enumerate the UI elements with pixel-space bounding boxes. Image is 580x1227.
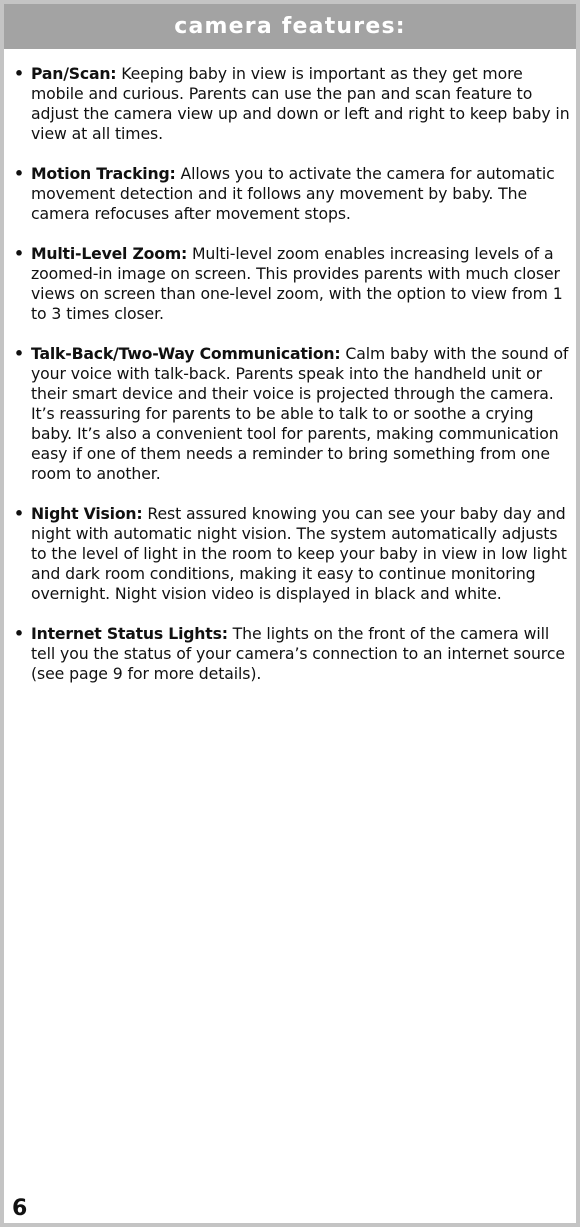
feature-item-night-vision	[8, 504, 570, 604]
feature-description: Calm baby with the sound of your voice with talk-back. Parents speak into the handheld unit or their smart device and their voice is projected through the camera. It’s reassuring for parents to be able to talk to or soothe a crying baby. It’s also a convenient tool for parents, making communication easy if one of them needs a reminder to bring something from one room to another.	[31, 344, 569, 483]
feature-description: Keeping baby in view is important as they get more mobile and curious. Parents can use the pan and scan feature to adjust the camera view up and down or left and right to keep baby in view at all times.	[31, 64, 570, 143]
feature-item-internet-status-lights	[8, 624, 570, 684]
feature-name: Multi-Level Zoom:	[31, 244, 188, 263]
feature-description: Multi-level zoom enables increasing levels of a zoomed-in image on screen. This provides parents with much closer views on screen than one-level zoom, with the option to view from 1 to 3 times closer.	[31, 244, 563, 323]
feature-item-pan-scan	[8, 64, 570, 144]
bullet-icon: •	[14, 504, 24, 523]
bullet-icon: •	[14, 244, 24, 263]
feature-name: Talk-Back/Two-Way Communication:	[31, 344, 341, 363]
feature-name: Internet Status Lights:	[31, 624, 228, 643]
feature-description: Allows you to activate the camera for automatic movement detection and it follows any movement by baby. The camera refocuses after movement stops.	[31, 164, 555, 223]
feature-description: Rest assured knowing you can see your baby day and night with automatic night vision. The system automatically adjusts to the level of light in the room to keep your baby in view in low light and dark room conditions, making it easy to continue monitoring overnight. Night vision video is displayed in black and white.	[31, 504, 567, 603]
feature-list	[8, 64, 570, 704]
section-title: camera features:	[174, 14, 406, 39]
feature-item-motion-tracking	[8, 164, 570, 224]
bullet-icon: •	[14, 344, 24, 363]
section-header	[4, 4, 576, 49]
feature-item-talk-back	[8, 344, 570, 484]
bullet-icon: •	[14, 64, 24, 83]
bullet-icon: •	[14, 624, 24, 643]
feature-name: Motion Tracking:	[31, 164, 176, 183]
bullet-icon: •	[14, 164, 24, 183]
feature-name: Night Vision:	[31, 504, 143, 523]
feature-name: Pan/Scan:	[31, 64, 117, 83]
feature-item-multi-level-zoom	[8, 244, 570, 324]
page-number: 6	[12, 1196, 28, 1221]
feature-description: The lights on the front of the camera will tell you the status of your camera’s connection to an internet source (see page 9 for more details).	[31, 624, 565, 683]
